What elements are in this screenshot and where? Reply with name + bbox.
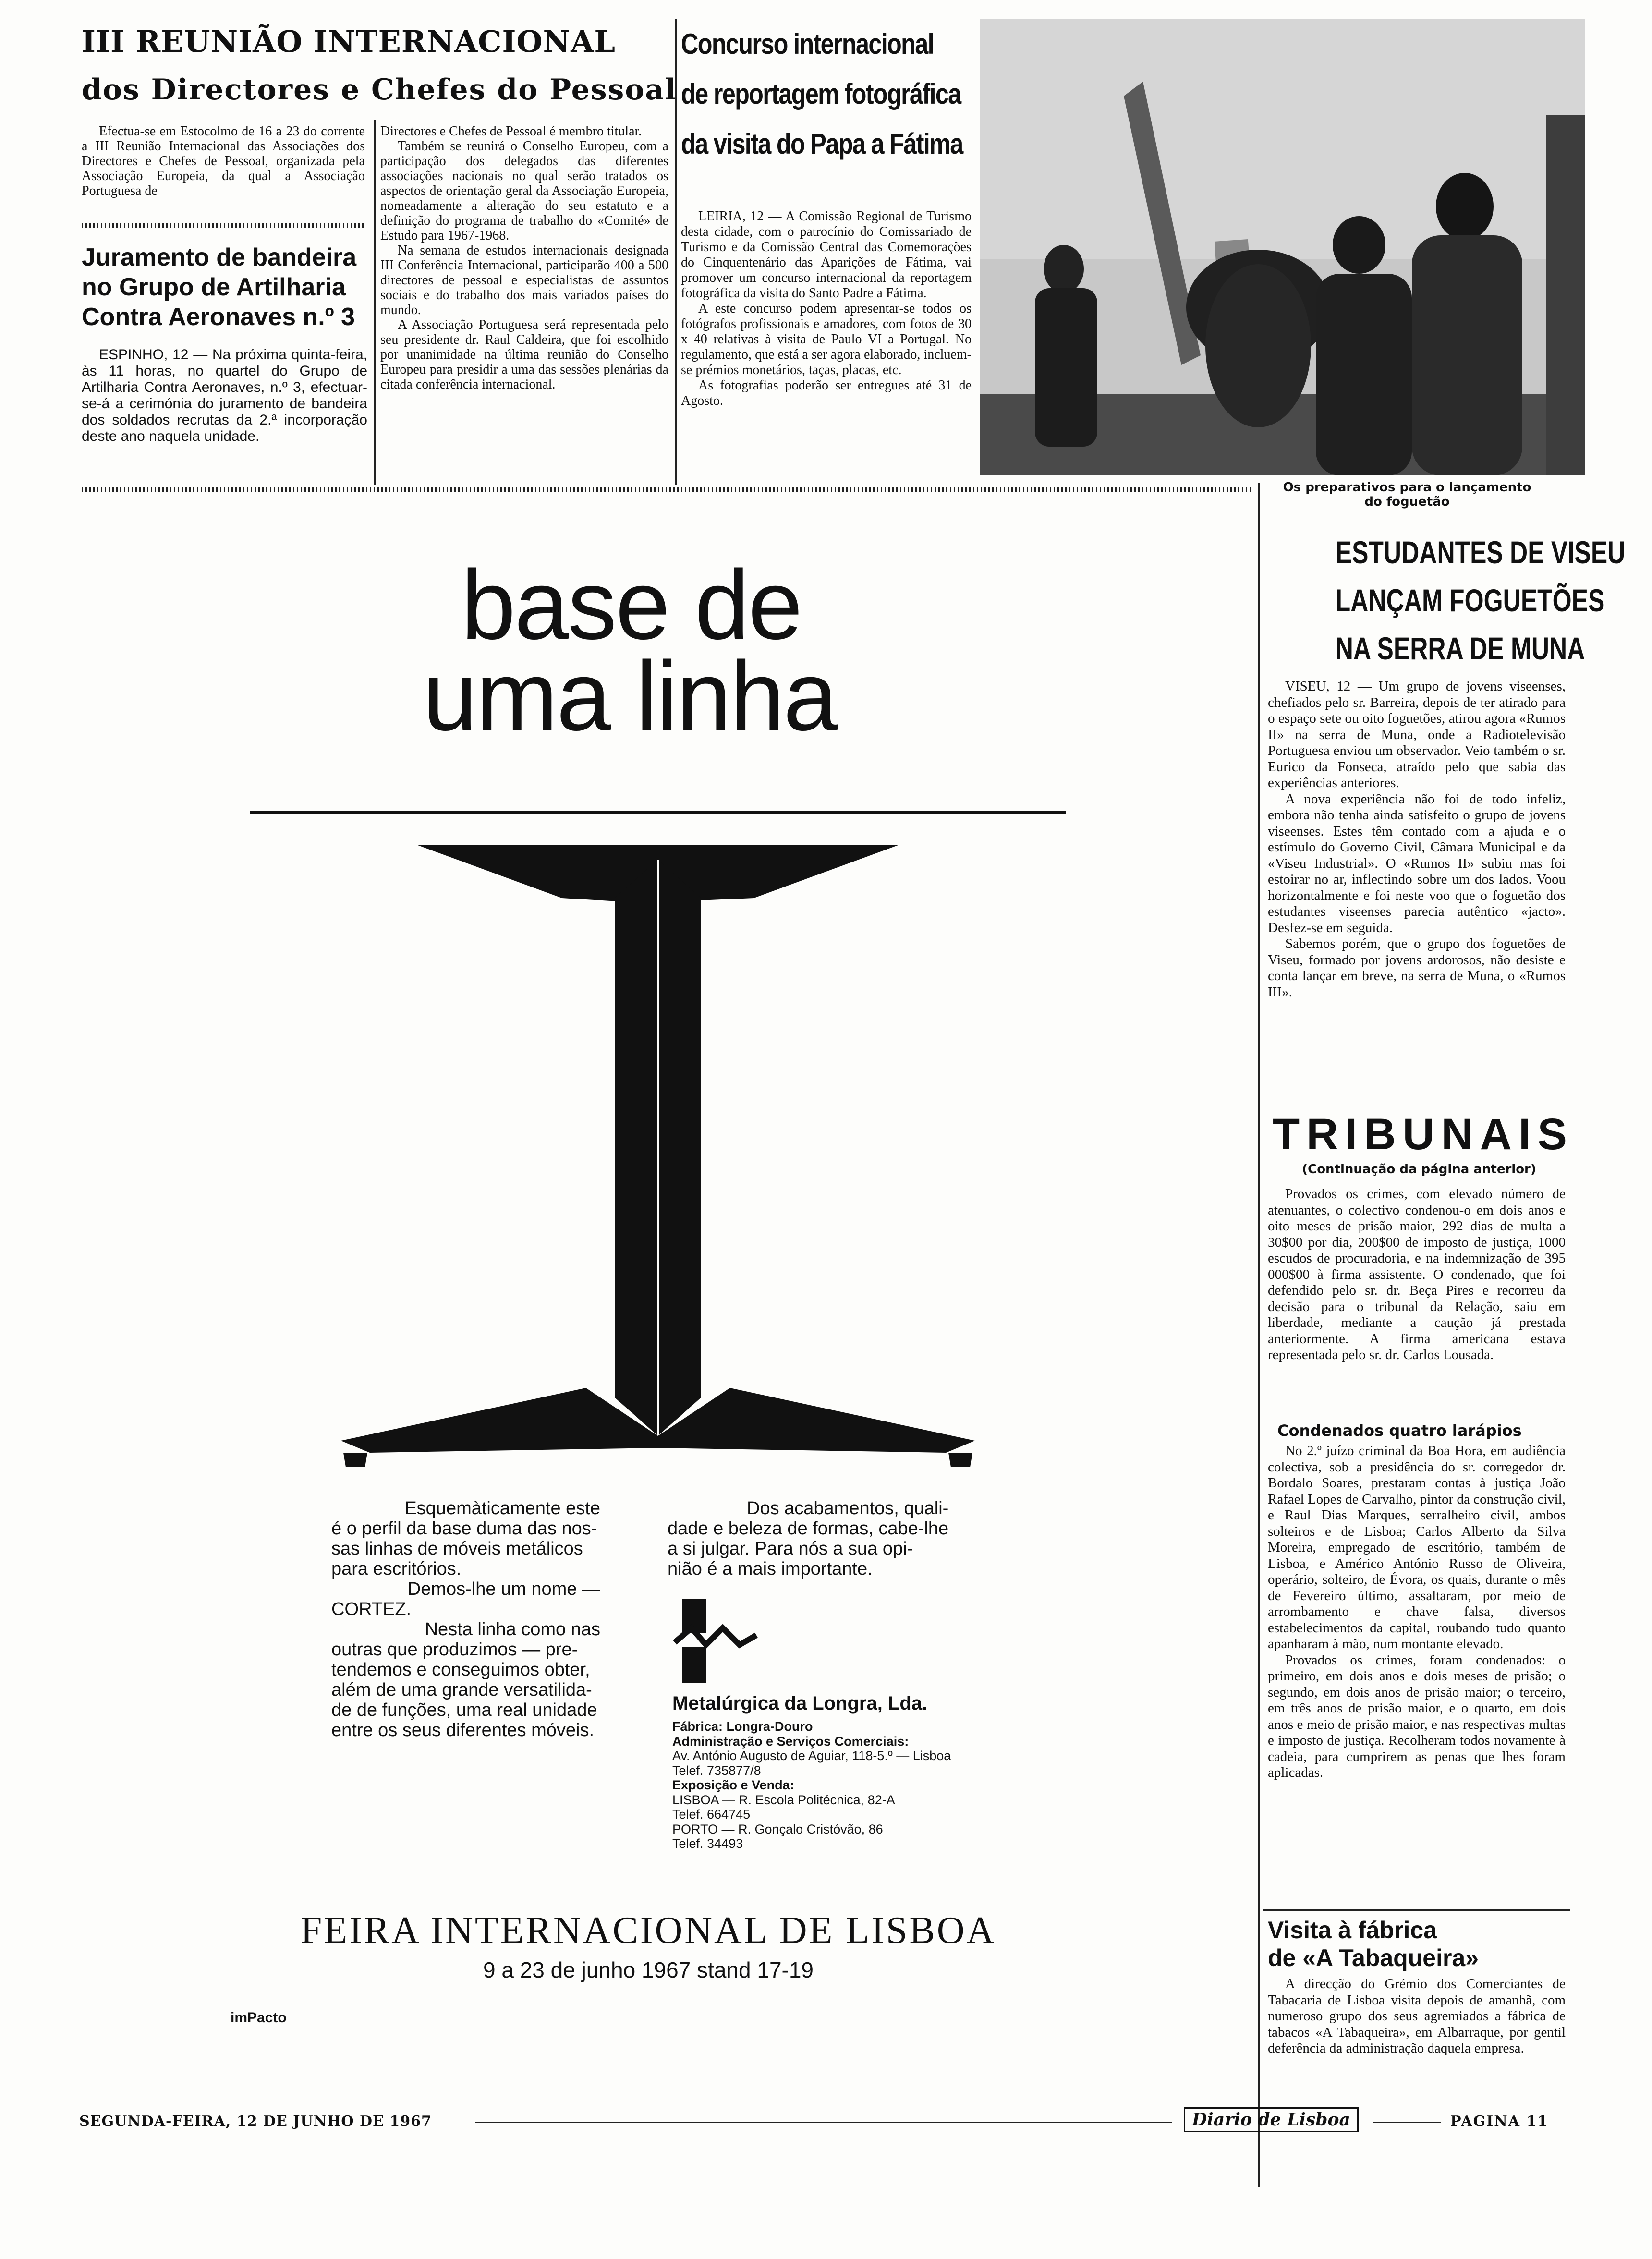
ad-left-line-4: para escritórios. [331, 1559, 462, 1579]
footer-date: SEGUNDA-FEIRA, 12 DE JUNHO DE 1967 [79, 2113, 432, 2130]
estudantes-para-3: Sabemos porém, que o grupo dos foguetões de Viseu, formado por jovens ardorosos, não desiste e conta lançar em breve, na serra de Muna, o «Rumos III». [1268, 936, 1566, 1000]
rule-right-column [1258, 483, 1260, 2187]
ad-fair-dates: 9 a 23 de junho 1967 stand 17-19 [483, 1957, 814, 1982]
concurso-title-line3: da visita do Papa a Fátima [681, 128, 963, 160]
photo-scene [980, 19, 1585, 475]
ad-left-text [331, 1498, 644, 1740]
ad-left-line-6: CORTEZ. [331, 1599, 412, 1619]
ad-left-line-2: é o perfil da base duma das nos- [331, 1518, 597, 1539]
reuniao-para-2: Também se reunirá o Conselho Europeu, com a participação dos delegados das diferentes associações nacionais no qual serão tratados os aspectos de orientação geral da Associação Europeia, nomeadamente a alteração do seu estatuto e a definição do programa de trabalho do «Comité» de Estudo para 1967-1968. [380, 139, 668, 243]
estudantes-title-line2: LANÇAM FOGUETÕES [1335, 583, 1605, 618]
rule-concurso-left [675, 19, 677, 485]
footer-masthead: Diario de Lisboa [1184, 2107, 1359, 2132]
tribunais-para-3: Provados os crimes, foram condenados: o primeiro, em dois anos e dois meses de prisão; o segundo, em dois anos de prisão maior; o terceiro, em três anos de prisão maior, e o quarto, em dois anos e meio de prisão maior, e nas respectivas multas e imposto de justiça. Recolheram todos novamente à cadeia, para cumprirem as penas que lhes foram aplicadas. [1268, 1652, 1566, 1780]
ad-left-line-8: outras que produzimos — pre- [331, 1640, 578, 1660]
visita-title-line2: de «A Tabaqueira» [1268, 1944, 1479, 1971]
concurso-title-line1: Concurso internacional [681, 28, 934, 60]
concurso-title [681, 19, 963, 169]
ad-address-line-9: Telef. 34493 [672, 1836, 743, 1851]
ad-fair-name: FEIRA INTERNACIONAL DE LISBOA [300, 1909, 996, 1952]
ad-right-line-3: a si julgar. Para nós a sua opi- [668, 1539, 913, 1559]
rocket-launch-photo [980, 19, 1585, 475]
reuniao-col1-para: Efectua-se em Estocolmo de 16 a 23 do corrente a III Reunião Internacional das Associações dos Directores e Chefes de Pessoal, organizada pela Associação Europeia, da qual a Associação Portuguesa de [82, 124, 365, 198]
tribunais-para-2: No 2.º juízo criminal da Boa Hora, em audiência colectiva, sob a presidência do sr. corregedor dr. Bordalo Soares, prestaram contas à justiça João Rafael Lopes de Carvalho, pintor da construção civil, e Raul Dias Marques, serralheiro civil, ambos solteiros e de Lisboa; Carlos Alberto da Silva Moreira, empregado de escritório, também de Lisboa, e Américo António Russo de Oliveira, operário, solteiro, de Évora, os quais, durante o mês de Fevereiro último, assaltaram, por meio de arrombamento e chave falsa, diversos estabelecimentos da capital, roubando tudo quanto apanharam à mão, num montante elevado. [1268, 1443, 1566, 1652]
concurso-para-2: A este concurso podem apresentar-se todos os fotógrafos profissionais e amadores, com fotos de 30 x 40 relativas à visita de Paulo VI a Portugal. No regulamento, que está a ser agora elaborado, incluem-se prémios monetários, taças, placas, etc. [681, 301, 972, 377]
ad-left-line-5: Demos-lhe um nome — [407, 1579, 600, 1599]
tribunais-subtitle: (Continuação da página anterior) [1302, 1162, 1536, 1177]
estudantes-body [1268, 679, 1566, 1000]
concurso-body [681, 209, 972, 409]
visita-title-line1: Visita à fábrica [1268, 1917, 1437, 1943]
footer-page-number: PAGINA 11 [1450, 2113, 1549, 2130]
ad-address-line-6: LISBOA — R. Escola Politécnica, 82-A [672, 1792, 895, 1807]
concurso-para-3: As fotografias poderão ser entregues até 31 de Agosto. [681, 378, 972, 408]
ad-left-line-10: além de uma grande versatilida- [331, 1680, 592, 1700]
juramento-title-line1: Juramento de bandeira [82, 243, 357, 271]
estudantes-para-1: VISEU, 12 — Um grupo de jovens viseenses, chefiados pelo sr. Barreira, depois de ter atirado para o espaço sete ou oito foguetões, atirou agora «Rumos II» na serra de Muna, onde a Radiotelevisão Portuguesa enviou um observador. Veio também o sr. Eurico da Fonseca, atraído pelo que sabia das experiências anteriores. [1268, 679, 1566, 790]
estudantes-title-line1: ESTUDANTES DE VISEU [1335, 534, 1626, 570]
tribunais-body-2 [1268, 1443, 1566, 1781]
ad-headline [423, 550, 837, 751]
table-base-illustration [250, 807, 1066, 1489]
ad-address-line-7: Telef. 664745 [672, 1807, 751, 1822]
ad-right-line-4: nião é a mais importante. [668, 1559, 873, 1579]
reuniao-para-1: Directores e Chefes de Pessoal é membro titular. [380, 124, 642, 139]
ad-left-line-1: Esquemàticamente este [404, 1498, 600, 1518]
reuniao-col2 [380, 124, 668, 392]
tribunais-subhead: Condenados quatro larápios [1277, 1421, 1522, 1440]
juramento-para: ESPINHO, 12 — Na próxima quinta-feira, às 11 horas, no quartel do Grupo de Artilharia Contra Aeronaves, n.º 3, efectuar-se-á a cerimónia do juramento de bandeira dos soldados recrutas da 2.ª incorporação deste ano naquela unidade. [82, 347, 367, 444]
reuniao-title-line2: dos Directores e Chefes do Pessoal [82, 73, 677, 107]
ad-address [672, 1719, 951, 1851]
juramento-title [82, 243, 370, 332]
concurso-title-line2: de reportagem fotográfica [681, 78, 961, 110]
juramento-title-line2: no Grupo de Artilharia [82, 273, 346, 301]
visita-para: A direcção do Grémio dos Comerciantes de Tabacaria de Lisboa visita depois de amanhã, com numeroso grupo dos seus agremiados a fábrica de tabacos «A Tabaqueira», em Albarraque, por gentil deferência da administração daquela empresa. [1268, 1976, 1566, 2056]
ad-address-line-1: Fábrica: Longra-Douro [672, 1719, 813, 1734]
reuniao-para-3: Na semana de estudos internacionais designada III Conferência Internacional, participarão 400 a 500 directores de pessoal e especialistas de assuntos sociais e do trabalho dos mais variados países do mundo. [380, 243, 668, 317]
ad-address-line-4: Telef. 735877/8 [672, 1763, 761, 1778]
juramento-title-line3: Contra Aeronaves n.º 3 [82, 303, 355, 331]
concurso-para-1: LEIRIA, 12 — A Comissão Regional de Turismo desta cidade, com o patrocínio do Comissariado de Turismo e da Comissão Central das Comemorações do Cinquentenário das Aparições de Fátima, vai promover um concurso internacional da reportagem fotográfica da visita do Santo Padre a Fátima. [681, 209, 972, 301]
table-foot-right-pad [948, 1453, 972, 1467]
visita-title [1268, 1916, 1566, 1972]
ad-headline-line1: base de [461, 550, 802, 660]
ad-address-line-8: PORTO — R. Gonçalo Cristóvão, 86 [672, 1822, 883, 1836]
rule-visita-top [1263, 1909, 1570, 1911]
juramento-body [82, 347, 367, 445]
reuniao-para-4: A Associação Portuguesa será representada pelo seu presidente dr. Raul Caldeira, que foi escolhido por unanimidade na última reunião do Conselho Europeu para presidir a uma das sessões plenárias da citada conferência internacional. [380, 317, 668, 392]
ad-left-line-11: de de funções, uma real unidade [331, 1700, 597, 1720]
footer-rule-left [475, 2122, 1172, 2123]
ad-left-line-7: Nesta linha como nas [425, 1619, 600, 1640]
estudantes-title-line3: NA SERRA DE MUNA [1335, 631, 1585, 666]
rule-top-left-columns [374, 120, 376, 485]
ad-headline-line2: uma linha [423, 641, 837, 751]
reuniao-title-line1: III REUNIÃO INTERNACIONAL [82, 24, 616, 59]
agency-logo: imPacto [231, 2010, 287, 2026]
reuniao-col1-dash [82, 223, 365, 228]
photo-caption: Os preparativos para o lançamento do foguetão [1283, 480, 1531, 509]
ad-address-line-3: Av. António Augusto de Aguiar, 118-5.º — Lisboa [672, 1749, 951, 1763]
visita-body [1268, 1976, 1566, 2057]
ad-address-line-5: Exposição e Venda: [672, 1778, 794, 1792]
ad-address-line-2: Administração e Serviços Comerciais: [672, 1734, 909, 1749]
ad-right-line-1: Dos acabamentos, quali- [747, 1498, 949, 1518]
ad-right-line-2: dade e beleza de formas, cabe-lhe [668, 1518, 949, 1539]
ad-right-text [668, 1498, 965, 1579]
tribunais-title: TRIBUNAIS [1273, 1110, 1574, 1159]
reuniao-col1 [82, 124, 365, 198]
ad-left-line-9: tendemos e conseguimos obter, [331, 1660, 590, 1680]
tribunais-para-1: Provados os crimes, com elevado número de atenuantes, o colectivo condenou-o em dois anos e oito meses de prisão maior, 292 dias de multa a 30$00 por dia, 200$00 de imposto de justiça, 1000 escudos de procuradoria, e na indemnização de 395 000$00 à firma assistente. O condenado, que foi defendido pelo sr. dr. Beça Pires e recorreu da decisão para o tribunal da Relação, saiu em liberdade, mediante a caução já prestada anteriormente. A firma americana estava representada pelo sr. dr. Carlos Lousada. [1268, 1186, 1566, 1362]
estudantes-para-2: A nova experiência não foi de todo infeliz, embora não tenha ainda satisfeito o grupo de jovens viseenses. Estes têm contado com a ajuda e o estímulo do Governo Civil, Câmara Municipal e da «Viseu Industrial». O «Rumos II» subiu mas foi estoirar no ar, inflectindo sobre um dos lados. Voou horizontalmente e foi neste voo que o foguetão dos estudantes viseenses parecia autêntico «jacto». Desfez-se em seguida. [1268, 791, 1566, 935]
ad-left-line-12: entre os seus diferentes móveis. [331, 1720, 595, 1740]
rule-top-section [82, 487, 1253, 492]
ad-left-line-3: sas linhas de móveis metálicos [331, 1539, 583, 1559]
footer-rule-right [1373, 2122, 1441, 2123]
longra-logo [672, 1599, 759, 1686]
tribunais-body [1268, 1186, 1566, 1363]
estudantes-title [1335, 528, 1626, 672]
ad-company-name: Metalúrgica da Longra, Lda. [672, 1693, 928, 1714]
table-foot-left-pad [343, 1453, 367, 1467]
